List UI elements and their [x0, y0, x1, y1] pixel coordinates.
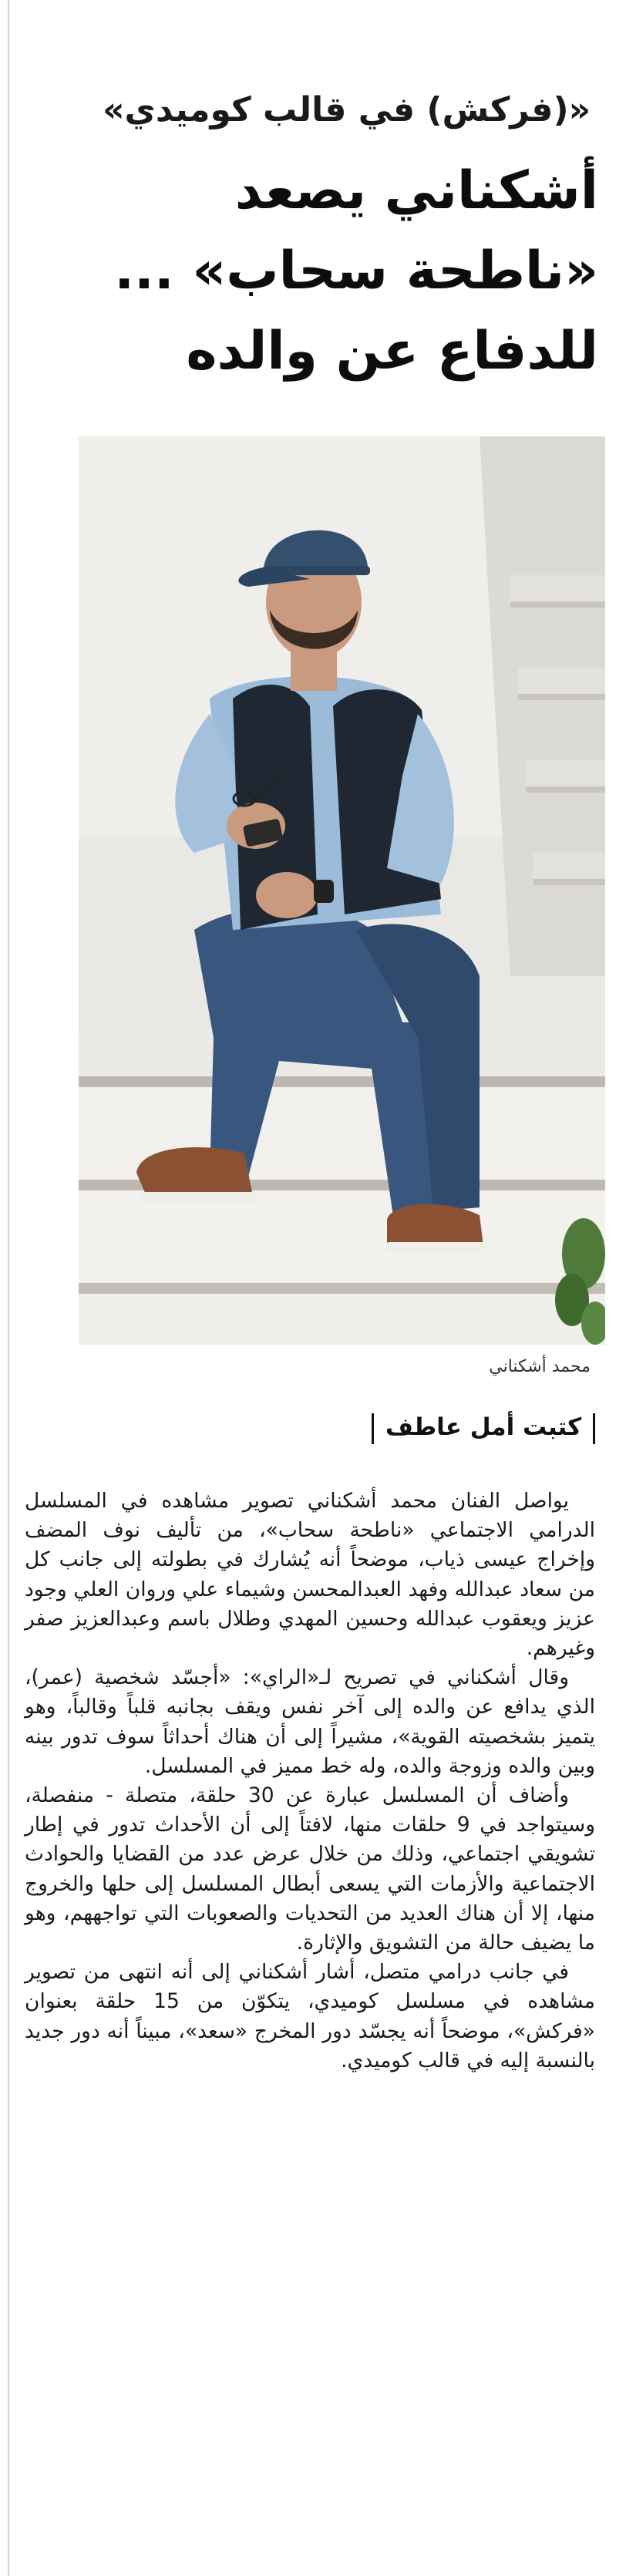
article-paragraph: وقال أشكناني في تصريح لـ«الراي»: «أجسّد شخصية (عمر)، الذي يدافع عن والده إلى آخر نفس ويقف بجانبه قلباً وقالباً، وهو يتميز بشخصيته القوية»، مشيراً إلى أن هناك أحداثاً سوف تدور بينه وبين والده وزوجة والده، وله خط مميز في المسلسل.: [25, 1665, 595, 1778]
portrait-illustration: [79, 436, 605, 1345]
byline-text: كتبت أمل عاطف: [385, 1413, 582, 1441]
photo-caption: محمد أشكناني: [489, 1357, 591, 1376]
article-paragraph: في جانب درامي متصل، أشار أشكناني إلى أنه انتهى من تصوير مشاهده في مسلسل كوميدي، يتكوّن من 15 حلقة بعنوان «فركش»، موضحاً أنه يجسّد دور المخرج «سعد»، مبيناً أنه دور جديد بالنسبة إليه في قالب كوميدي.: [25, 1960, 595, 2073]
article-headline: أشكناني يصعد «ناطحة سحاب» ... للدفاع عن والده: [114, 160, 598, 382]
article-paragraph: يواصل الفنان محمد أشكناني تصوير مشاهده في المسلسل الدرامي الاجتماعي «ناطحة سحاب»، من تأليف نوف المضف وإخراج عيسى ذياب، موضحاً أنه يُشارك في بطولته إلى جانب كل من سعاد عبدالله وفهد العبدالمحسن وشيماء علي وروان العلي وجود عزيز ويعقوب عبدالله وحسين المهدي وطلال باسم وعبدالعزيز صفر وغيرهم.: [25, 1489, 595, 1661]
article-kicker: «(فركش) في قالب كوميدي»: [103, 90, 591, 130]
byline-bar: [372, 1413, 374, 1444]
byline-bar: [593, 1413, 595, 1444]
article-paragraph: وأضاف أن المسلسل عبارة عن 30 حلقة، متصلة - منفصلة، وسيتواجد في 9 حلقات منها، لافتاً إلى أن الأحداث تدور في إطار تشويقي اجتماعي، وذلك من خلال عرض عدد من القضايا والحوادث الاجتماعية والأزمات التي يسعى أبطال المسلسل إلى حلها والخروج منها، إلا أن هناك العديد من التحديات والصعوبات التي تواجههم، وهو ما يضيف حالة من التشويق والإثارة.: [25, 1783, 595, 1955]
article-body: [25, 1487, 595, 2076]
article-byline: [369, 1409, 598, 1445]
article-photo: [79, 436, 605, 1345]
